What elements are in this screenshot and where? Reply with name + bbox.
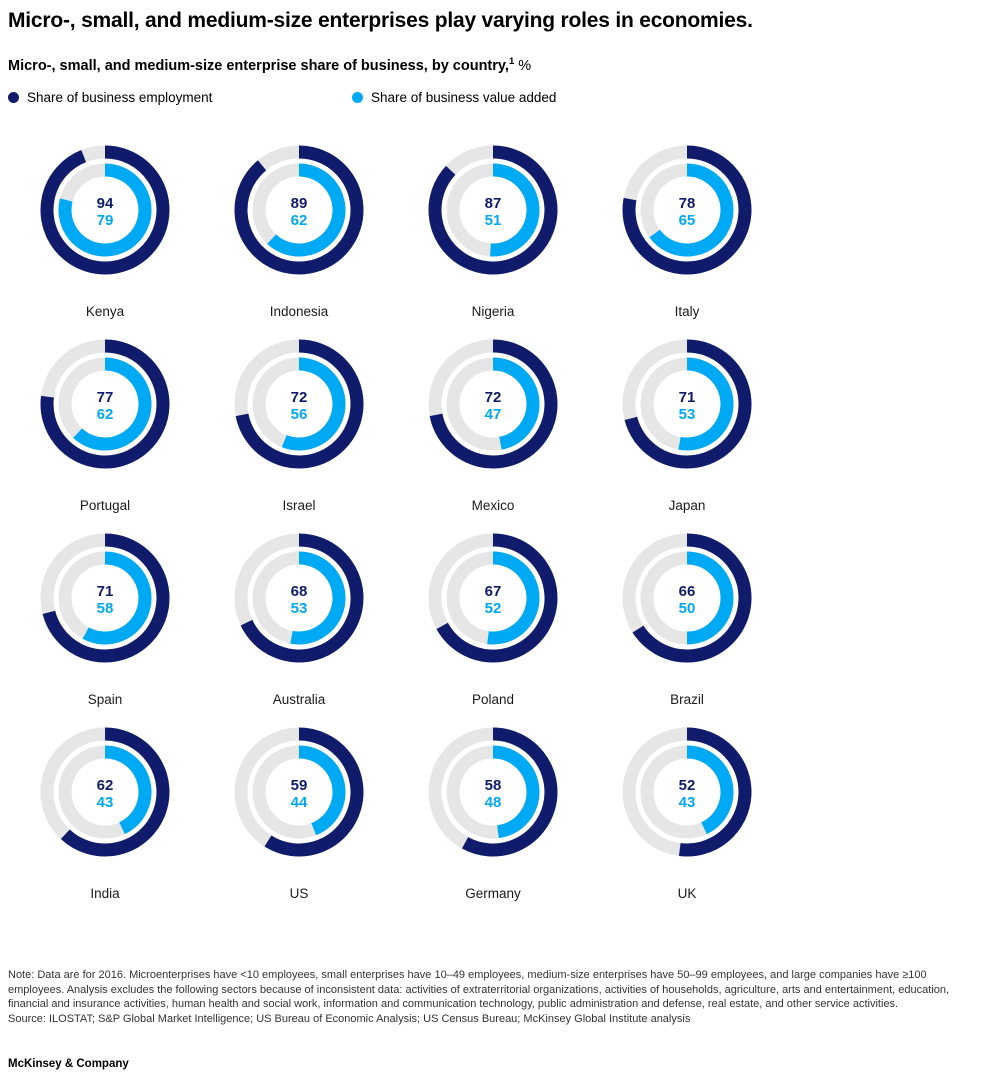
radial-gauge (418, 717, 568, 867)
chart-cell (8, 713, 202, 907)
radial-gauge (612, 717, 762, 867)
chart-cell (590, 131, 784, 325)
chart-cell-label: Germany (465, 885, 521, 901)
radial-chart-grid (8, 131, 976, 907)
chart-cell (590, 519, 784, 713)
radial-gauge (30, 329, 180, 479)
chart-cell (202, 131, 396, 325)
chart-cell (396, 519, 590, 713)
chart-cell-label: UK (677, 885, 697, 901)
gauge-value-employment: 89 (290, 194, 308, 212)
gauge-value-employment: 52 (678, 776, 696, 794)
gauge-value-employment: 78 (678, 194, 696, 212)
chart-cell (8, 519, 202, 713)
gauge-value-added: 50 (678, 599, 696, 617)
gauge-value-added: 62 (290, 211, 308, 229)
chart-cell (8, 131, 202, 325)
chart-cell-label: Spain (87, 691, 123, 707)
chart-cell-label: Portugal (79, 497, 131, 513)
chart-cell (396, 131, 590, 325)
gauge-value-added: 62 (96, 405, 114, 423)
gauge-value-added: 52 (484, 599, 502, 617)
gauge-value-employment: 72 (290, 388, 308, 406)
radial-gauge (224, 135, 374, 285)
legend-label-value-added: Share of business value added (371, 89, 557, 105)
source-text: Source: ILOSTAT; S&P Global Market Intelligence; US Bureau of Economic Analysis; US Census Bureau; McKinsey Global Institute analysis (8, 1012, 691, 1025)
chart-cell (202, 519, 396, 713)
legend-item-value-added (352, 90, 556, 105)
chart-cell (396, 713, 590, 907)
radial-gauge (418, 329, 568, 479)
chart-cell-label: Nigeria (471, 303, 515, 319)
gauge-value-employment: 68 (290, 582, 308, 600)
radial-gauge (224, 329, 374, 479)
gauge-value-added: 47 (484, 405, 502, 423)
legend-label-employment: Share of business employment (27, 89, 213, 105)
chart-cell-label: Israel (282, 497, 316, 513)
gauge-value-employment: 58 (484, 776, 502, 794)
chart-cell-label: Japan (668, 497, 706, 513)
gauge-value-added: 43 (678, 793, 696, 811)
gauge-value-employment: 71 (96, 582, 114, 600)
radial-gauge (612, 523, 762, 673)
gauge-value-employment: 71 (678, 388, 696, 406)
brand-mckinsey: McKinsey & Company (8, 1058, 129, 1070)
gauge-value-added: 48 (484, 793, 502, 811)
radial-gauge (224, 523, 374, 673)
gauge-value-employment: 67 (484, 582, 502, 600)
chart-subtitle (8, 56, 976, 74)
chart-cell-label: Brazil (670, 691, 704, 707)
chart-cell-label: Indonesia (269, 303, 329, 319)
radial-gauge (418, 135, 568, 285)
page-title: Micro-, small, and medium-size enterprises play varying roles in economies. (8, 9, 753, 32)
chart-cell-label: Kenya (85, 303, 125, 319)
gauge-value-employment: 59 (290, 776, 308, 794)
chart-cell-label: India (90, 885, 120, 901)
gauge-value-employment: 62 (96, 776, 114, 794)
gauge-arc-value-added (86, 558, 145, 638)
gauge-value-added: 79 (96, 211, 114, 229)
radial-gauge (30, 135, 180, 285)
radial-gauge (30, 523, 180, 673)
chart-cell-label: Italy (674, 303, 700, 319)
gauge-value-added: 56 (290, 405, 308, 423)
chart-cell-label: US (289, 885, 309, 901)
chart-cell-label: Australia (272, 691, 326, 707)
chart-cell (8, 325, 202, 519)
gauge-value-added: 51 (484, 211, 502, 229)
gauge-value-added: 44 (290, 793, 308, 811)
chart-cell (202, 325, 396, 519)
chart-cell (396, 325, 590, 519)
note-text: Note: Data are for 2016. Microenterprises have <10 employees, small enterprises have 10–49 employees, medium-size enterprises have 50–99 employees, and large companies have ≥100 employees. Analysis excludes the following sectors because of inconsistent data: activities of extraterritorial organizations, activities of households, agriculture, arts and entertainment, education, financial and insurance activities, human health and social work, information and communication technology, public administration and defense, real estate, and other service activities. (8, 969, 950, 1010)
gauge-value-employment: 94 (96, 194, 114, 212)
legend-item-employment (8, 90, 352, 105)
legend-dot-icon (8, 92, 19, 103)
radial-gauge (30, 717, 180, 867)
gauge-value-employment: 66 (678, 582, 696, 600)
legend (8, 90, 976, 105)
chart-unit: % (518, 57, 532, 74)
gauge-value-added: 53 (290, 599, 308, 617)
radial-gauge (224, 717, 374, 867)
gauge-value-added: 58 (96, 599, 114, 617)
radial-gauge (612, 135, 762, 285)
radial-gauge (612, 329, 762, 479)
chart-page (0, 8, 984, 1088)
legend-dot-icon (352, 92, 363, 103)
gauge-value-added: 43 (96, 793, 114, 811)
chart-notes (8, 968, 976, 1026)
chart-subtitle-text: Micro-, small, and medium-size enterprise share of business, by country, (8, 57, 509, 74)
chart-cell (202, 713, 396, 907)
gauge-value-employment: 72 (484, 388, 502, 406)
gauge-value-employment: 87 (484, 194, 502, 212)
chart-cell (590, 325, 784, 519)
radial-gauge (418, 523, 568, 673)
gauge-value-added: 53 (678, 405, 696, 423)
chart-cell-label: Poland (471, 691, 515, 707)
footnote-marker: 1 (508, 56, 515, 67)
chart-cell (590, 713, 784, 907)
gauge-value-employment: 77 (96, 388, 114, 406)
chart-cell-label: Mexico (471, 497, 515, 513)
gauge-value-added: 65 (678, 211, 696, 229)
